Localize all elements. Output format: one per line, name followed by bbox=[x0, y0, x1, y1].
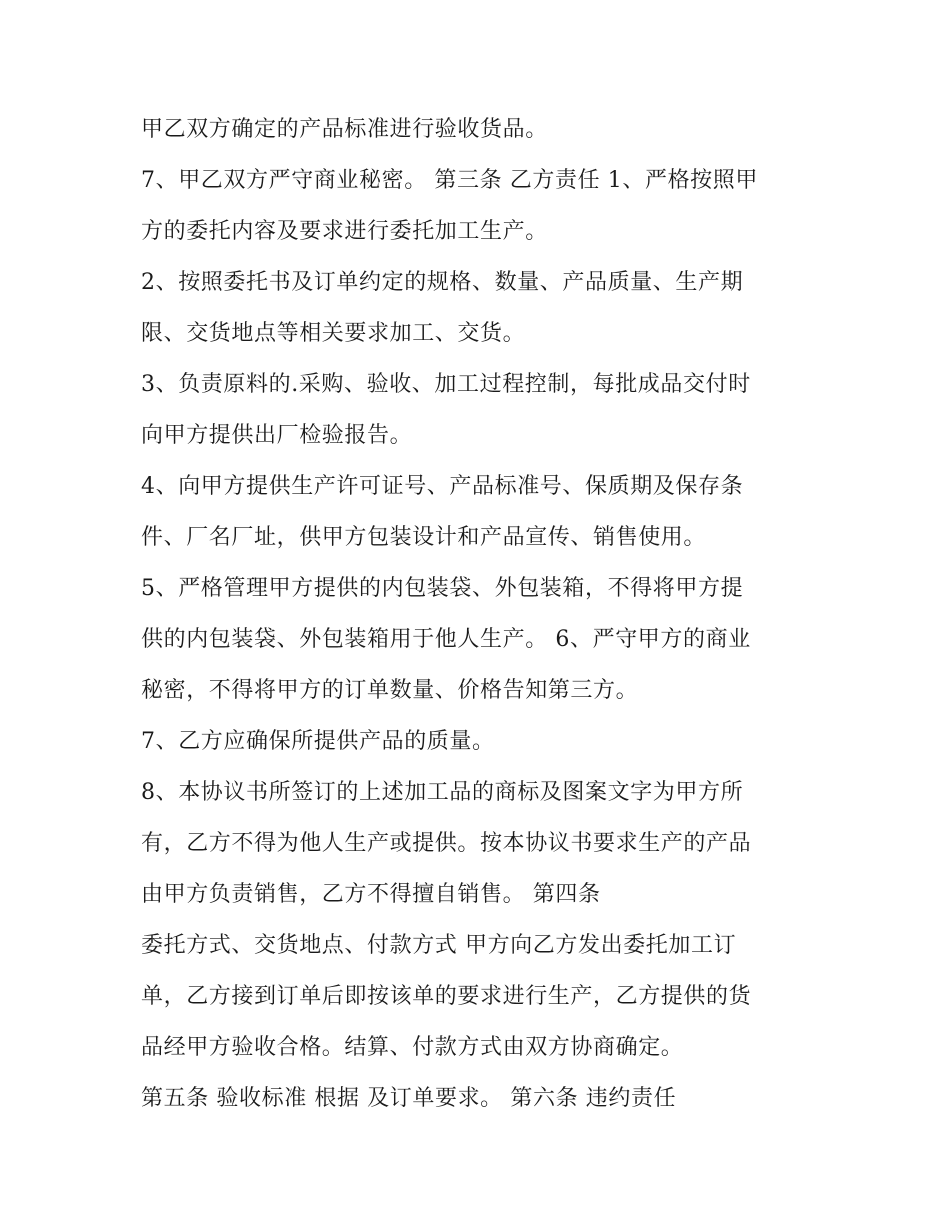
text-line: 8、本协议书所签订的上述加工品的商标及图案文字为甲方所 bbox=[141, 780, 744, 805]
text-line: 第五条 验收标准 根据 及订单要求。 第六条 违约责任 bbox=[141, 1086, 677, 1111]
text-line: 由甲方负责销售，乙方不得擅自销售。 第四条 bbox=[141, 882, 601, 907]
text-line: 5、严格管理甲方提供的内包装袋、外包装箱，不得将甲方提 bbox=[141, 576, 744, 601]
text-line: 单，乙方接到订单后即按该单的要求进行生产，乙方提供的货 bbox=[141, 984, 752, 1009]
text-line: 甲乙双方确定的产品标准进行验收货品。 bbox=[141, 117, 548, 142]
text-line: 方的委托内容及要求进行委托加工生产。 bbox=[141, 219, 548, 244]
text-line: 限、交货地点等相关要求加工、交货。 bbox=[141, 321, 526, 346]
text-line: 向甲方提供出厂检验报告。 bbox=[141, 423, 413, 448]
text-line: 有，乙方不得为他人生产或提供。按本协议书要求生产的产品 bbox=[141, 831, 752, 856]
text-line: 2、按照委托书及订单约定的规格、数量、产品质量、生产期 bbox=[141, 270, 744, 295]
document-body bbox=[141, 104, 821, 1124]
text-line: 7、甲乙双方严守商业秘密。 第三条 乙方责任 1、严格按照甲 bbox=[141, 168, 758, 193]
text-line: 秘密，不得将甲方的订单数量、价格告知第三方。 bbox=[141, 678, 639, 703]
text-line: 7、乙方应确保所提供产品的质量。 bbox=[141, 729, 495, 754]
text-line: 品经甲方验收合格。结算、付款方式由双方协商确定。 bbox=[141, 1035, 684, 1060]
text-line: 3、负责原料的.采购、验收、加工过程控制，每批成品交付时 bbox=[141, 372, 751, 397]
text-line: 件、厂名厂址，供甲方包装设计和产品宣传、销售使用。 bbox=[141, 525, 707, 550]
text-line: 4、向甲方提供生产许可证号、产品标准号、保质期及保存条 bbox=[141, 474, 744, 499]
text-line: 委托方式、交货地点、付款方式 甲方向乙方发出委托加工订 bbox=[141, 933, 737, 958]
text-line: 供的内包装袋、外包装箱用于他人生产。 6、严守甲方的商业 bbox=[141, 627, 751, 652]
